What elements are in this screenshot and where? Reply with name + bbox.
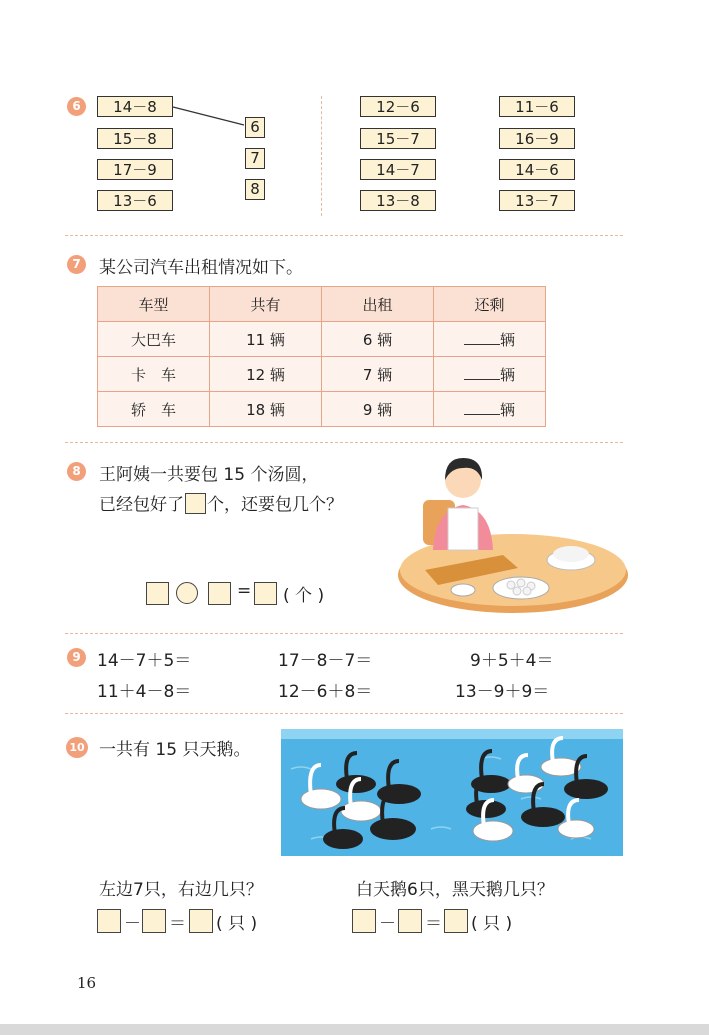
minus-sign: － xyxy=(124,914,141,934)
answer-box: 7 xyxy=(245,148,265,169)
table-row xyxy=(98,392,546,427)
expression-box: 17－9 xyxy=(97,159,173,180)
table-cell: 轿 车 xyxy=(98,392,210,427)
section-divider xyxy=(65,442,623,443)
text-part: 已经包好了 xyxy=(99,495,184,515)
answer-square[interactable] xyxy=(142,909,166,933)
math-expression: 11＋4－8＝ xyxy=(97,682,192,702)
header-cell: 还剩 xyxy=(434,287,546,322)
math-expression: 13－9＋9＝ xyxy=(455,682,550,702)
table-cell: 18 辆 xyxy=(210,392,322,427)
answer-box: 8 xyxy=(245,179,265,200)
section-divider xyxy=(65,713,623,714)
math-expression: 17－8－7＝ xyxy=(278,651,373,671)
expression-box: 11－6 xyxy=(499,96,575,117)
column-divider xyxy=(321,96,322,216)
equals-sign: = xyxy=(237,581,252,601)
answer-square[interactable] xyxy=(189,909,213,933)
unit-label: ( 只 ) xyxy=(471,914,513,934)
rental-table xyxy=(97,286,546,427)
table-row xyxy=(98,357,546,392)
question-number-8: 8 xyxy=(67,462,86,481)
answer-square[interactable] xyxy=(208,582,231,605)
sub-question-left: 左边7只，右边几只？ xyxy=(99,880,263,900)
operator-circle[interactable] xyxy=(176,582,198,604)
math-expression: 9＋5＋4＝ xyxy=(470,651,554,671)
fill-blank[interactable] xyxy=(464,400,500,415)
woman-making-tangyuan-illustration xyxy=(393,450,633,620)
expression-box: 13－6 xyxy=(97,190,173,211)
answer-square[interactable] xyxy=(444,909,468,933)
expression-box: 14－6 xyxy=(499,159,575,180)
expression-box: 16－9 xyxy=(499,128,575,149)
expression-box: 14－8 xyxy=(97,96,173,117)
bottom-bar xyxy=(0,1024,709,1035)
table-cell: 9 辆 xyxy=(322,392,434,427)
sub-question-right: 白天鹅6只，黑天鹅几只？ xyxy=(356,880,554,900)
table-cell: 12 辆 xyxy=(210,357,322,392)
equals-sign: ＝ xyxy=(425,914,442,934)
unit-label: ( 只 ) xyxy=(216,914,258,934)
table-cell: 6 辆 xyxy=(322,322,434,357)
section-divider xyxy=(65,633,623,634)
answer-square[interactable] xyxy=(185,493,206,514)
table-cell: 11 辆 xyxy=(210,322,322,357)
expression-box: 14－7 xyxy=(360,159,436,180)
matching-line xyxy=(170,100,250,130)
answer-square[interactable] xyxy=(352,909,376,933)
text-part: 个，还要包几个？ xyxy=(207,495,343,515)
header-cell: 共有 xyxy=(210,287,322,322)
math-expression: 14－7＋5＝ xyxy=(97,651,192,671)
expression-box: 13－7 xyxy=(499,190,575,211)
minus-sign: － xyxy=(379,914,396,934)
swan-lake-illustration xyxy=(281,729,623,856)
question-number-10: 10 xyxy=(66,737,88,758)
header-cell: 出租 xyxy=(322,287,434,322)
page-number: 16 xyxy=(77,974,97,992)
question-text-line1: 王阿姨一共要包 15 个汤圆， xyxy=(99,465,319,485)
fill-blank[interactable] xyxy=(464,365,500,380)
question-text: 一共有 15 只天鹅。 xyxy=(99,740,251,760)
expression-box: 12－6 xyxy=(360,96,436,117)
table-cell xyxy=(434,322,546,357)
question-number-9: 9 xyxy=(67,648,86,667)
table-cell: 大巴车 xyxy=(98,322,210,357)
expression-box: 15－7 xyxy=(360,128,436,149)
math-expression: 12－6＋8＝ xyxy=(278,682,373,702)
answer-box: 6 xyxy=(245,117,265,138)
unit-label: 辆 xyxy=(499,365,515,384)
table-cell xyxy=(434,392,546,427)
table-cell: 7 辆 xyxy=(322,357,434,392)
answer-square[interactable] xyxy=(254,582,277,605)
question-number-7: 7 xyxy=(67,255,86,274)
question-text: 某公司汽车出租情况如下。 xyxy=(99,258,303,278)
section-divider xyxy=(65,235,623,236)
unit-label: 辆 xyxy=(499,400,515,419)
expression-box: 15－8 xyxy=(97,128,173,149)
equals-sign: ＝ xyxy=(169,914,186,934)
question-text-line2 xyxy=(99,490,343,515)
table-header-row xyxy=(98,287,546,322)
question-number-6: 6 xyxy=(67,97,86,116)
table-cell xyxy=(434,357,546,392)
header-cell: 车型 xyxy=(98,287,210,322)
answer-square[interactable] xyxy=(97,909,121,933)
unit-label: ( 个 ) xyxy=(283,586,325,606)
table-cell: 卡 车 xyxy=(98,357,210,392)
table-row xyxy=(98,322,546,357)
answer-square[interactable] xyxy=(398,909,422,933)
unit-label: 辆 xyxy=(499,330,515,349)
answer-square[interactable] xyxy=(146,582,169,605)
fill-blank[interactable] xyxy=(464,330,500,345)
expression-box: 13－8 xyxy=(360,190,436,211)
